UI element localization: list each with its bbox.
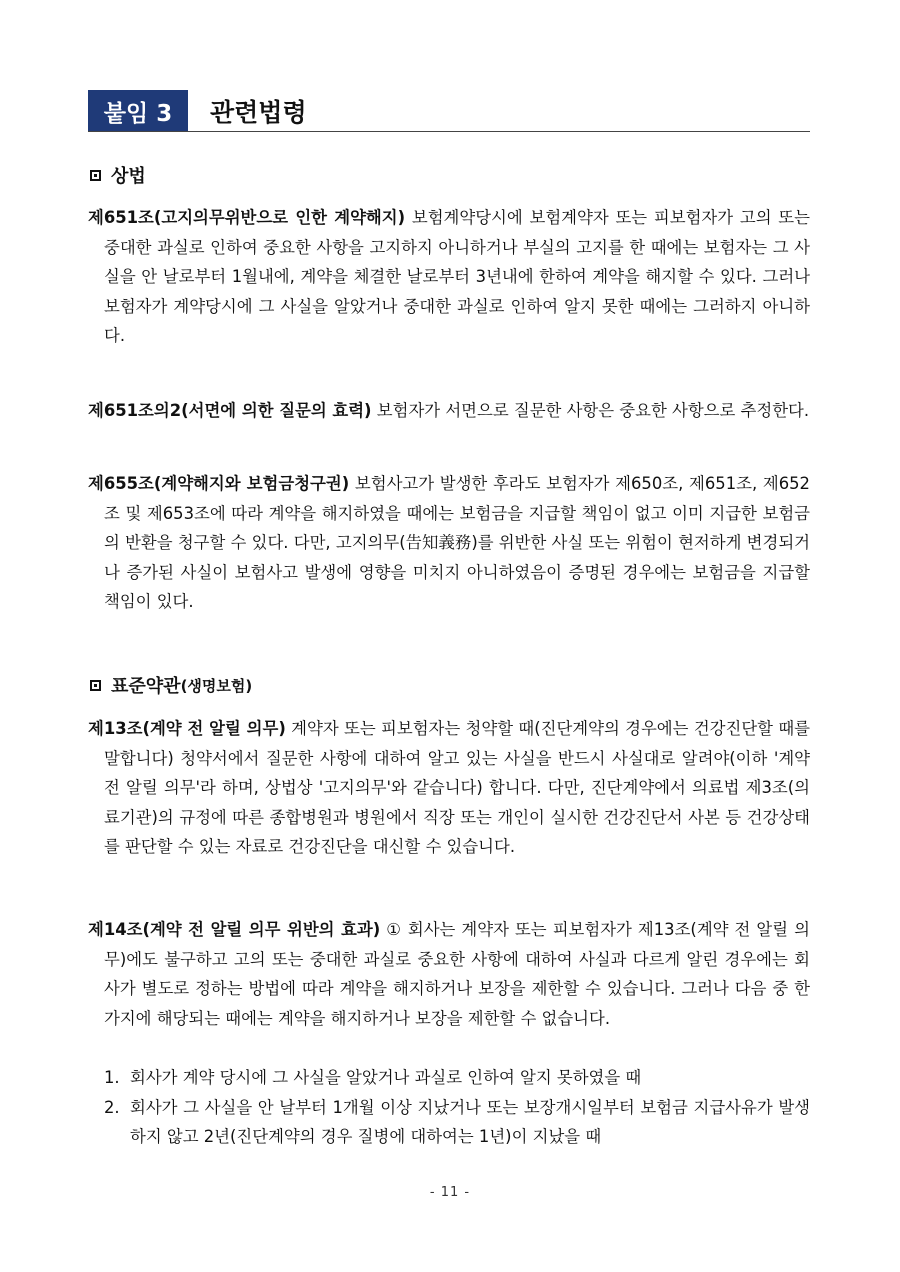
article-651-2	[88, 396, 810, 426]
section-heading-text: 표준약관	[111, 676, 181, 697]
page-number: - 11 -	[429, 1185, 471, 1200]
list-text: 회사가 그 사실을 안 날부터 1개월 이상 지났거나 또는 보장개시일부터 보험금 지급사유가 발생하지 않고 2년(진단계약의 경우 질병에 대하여는 1년)이 지났을 때	[130, 1097, 810, 1146]
article-title: 제655조(계약해지와 보험금청구권)	[88, 474, 350, 493]
square-bullet-icon	[90, 680, 101, 691]
article-651	[88, 203, 810, 351]
list-number: 2.	[104, 1097, 120, 1117]
article-title: 제14조(계약 전 알릴 의무 위반의 효과)	[88, 920, 381, 939]
article-body: ① 회사는 계약자 또는 피보험자가 제13조(계약 전 알릴 의무)에도 불구하고 고의 또는 중대한 과실로 중요한 사항에 대하여 사실과 다르게 알린 경우에는 회사가 별도로 정하는 방법에 따라 계약을 해지하거나 보장을 제한할 수 있습니다. 그러나 다음 중 한 가지에 해당되는 때에는 계약을 해지하거나 보장을 제한할 수 없습니다.	[104, 920, 810, 1028]
section-heading-commercial-law	[90, 162, 146, 188]
article-body: 계약자 또는 피보험자는 청약할 때(진단계약의 경우에는 건강진단할 때를 말합니다) 청약서에서 질문한 사항에 대하여 알고 있는 사실을 반드시 사실대로 알려야(이하 '계약 전 알릴 의무'라 하며, 상법상 '고지의무'와 같습니다) 합니다. 다만, 진단계약에서 의료법 제3조(의료기관)의 규정에 따른 종합병원과 병원에서 직장 또는 개인이 실시한 건강진단서 사본 등 건강상태를 판단할 수 있는 자료로 건강진단을 대신할 수 있습니다.	[104, 719, 810, 856]
list-item	[104, 1093, 810, 1152]
exception-list	[104, 1063, 810, 1152]
square-bullet-icon	[90, 170, 101, 181]
section-heading-standard-terms	[90, 672, 252, 698]
article-title: 제651조(고지의무위반으로 인한 계약해지)	[88, 208, 406, 227]
page-header	[88, 90, 810, 132]
list-number: 1.	[104, 1068, 120, 1087]
attachment-badge: 붙임 3	[88, 90, 188, 132]
article-title: 제651조의2(서면에 의한 질문의 효력)	[88, 401, 372, 420]
header-divider	[88, 131, 810, 132]
article-body: 보험계약당시에 보험계약자 또는 피보험자가 고의 또는 중대한 과실로 인하여 중요한 사항을 고지하지 아니하거나 부실의 고지를 한 때에는 보험자는 그 사실을 안 날로부터 1월내에, 계약을 체결한 날로부터 3년내에 한하여 계약을 해지할 수 있다. 그러나 보험자가 계약당시에 그 사실을 알았거나 중대한 과실로 인하여 알지 못한 때에는 그러하지 아니하다.	[104, 208, 810, 345]
article-13	[88, 714, 810, 862]
section-heading-sub: (생명보험)	[180, 676, 253, 695]
article-14	[88, 915, 810, 1033]
article-body: 보험자가 서면으로 질문한 사항은 중요한 사항으로 추정한다.	[371, 401, 810, 420]
page-title: 관련법령	[210, 98, 307, 127]
section-heading-text: 상법	[111, 166, 146, 187]
article-655	[88, 469, 810, 617]
article-title: 제13조(계약 전 알릴 의무)	[88, 719, 286, 738]
list-item	[104, 1063, 810, 1093]
list-text: 회사가 계약 당시에 그 사실을 알았거나 과실로 인하여 알지 못하였을 때	[130, 1068, 642, 1087]
article-body: 보험사고가 발생한 후라도 보험자가 제650조, 제651조, 제652조 및 제653조에 따라 계약을 해지하였을 때에는 보험금을 지급할 책임이 없고 이미 지급한 보험금의 반환을 청구할 수 있다. 다만, 고지의무(告知義務)를 위반한 사실 또는 위험이 현저하게 변경되거나 증가된 사실이 보험사고 발생에 영향을 미치지 아니하였음이 증명된 경우에는 보험금을 지급할 책임이 있다.	[104, 474, 810, 611]
